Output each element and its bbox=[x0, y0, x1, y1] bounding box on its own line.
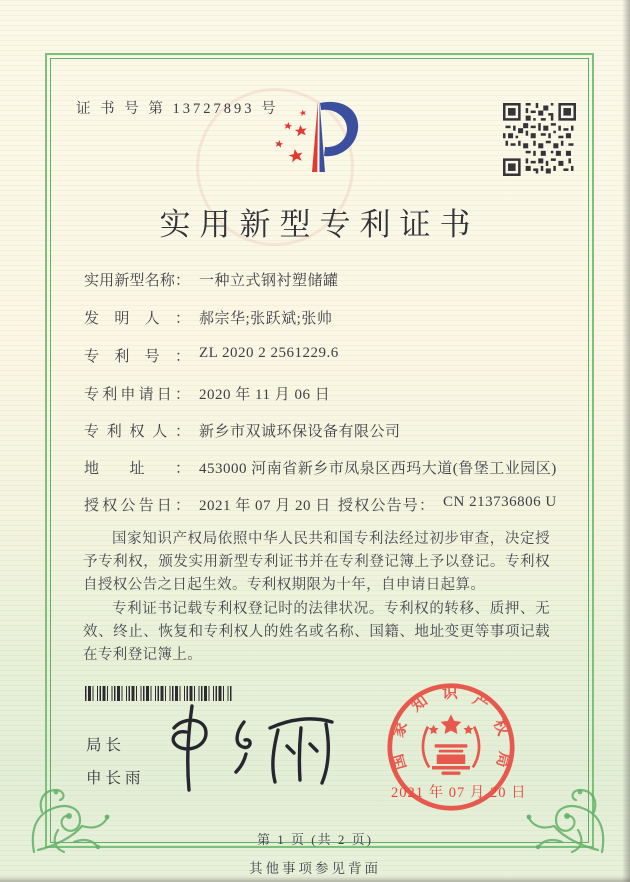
field-label: 实用新型名称： bbox=[84, 273, 190, 289]
body-paragraph-2: 专利证书记载专利权登记时的法律状况。专利权的转移、质押、无效、终止、恢复和专利权人的姓名或名称、国籍、地址变更等事项记载在专利登记簿上。 bbox=[83, 600, 550, 663]
scan-shadow-right bbox=[622, 0, 630, 882]
cnipa-patent-logo-icon bbox=[268, 98, 368, 178]
field-inventors bbox=[84, 307, 332, 328]
qr-code-icon bbox=[503, 103, 576, 176]
scan-shadow-bottom bbox=[0, 876, 630, 882]
field-label: 专利申请日： bbox=[84, 387, 190, 403]
field-filing-date bbox=[84, 383, 330, 404]
field-value: ZL 2020 2 2561229.6 bbox=[199, 345, 339, 361]
field-utility-model-name bbox=[84, 269, 339, 290]
director-title: 局长 bbox=[86, 737, 126, 754]
field-value: 郝宗华;张跃斌;张帅 bbox=[199, 311, 333, 327]
certificate-body-text bbox=[83, 528, 550, 667]
field-label: 授权公告日： bbox=[84, 498, 190, 514]
seal-ring-text: 国家知识产权局 bbox=[389, 684, 514, 772]
field-label: 地址： bbox=[84, 461, 190, 477]
field-grant-number bbox=[338, 494, 557, 515]
field-value: CN 213736806 U bbox=[443, 494, 557, 510]
field-value: 2021 年 07 月 20 日 bbox=[199, 498, 331, 514]
field-grant-date bbox=[84, 494, 557, 515]
page-number: 第 1 页 (共 2 页) bbox=[257, 832, 373, 847]
field-label: 发明人： bbox=[84, 311, 190, 327]
certificate-number: 证 书 号 第 13727893 号 bbox=[76, 101, 279, 117]
field-value: 2020 年 11 月 06 日 bbox=[199, 387, 331, 403]
field-value: 一种立式钢衬塑储罐 bbox=[199, 273, 339, 289]
seal-date: 2021 年 07 月 20 日 bbox=[391, 785, 527, 801]
field-value: 新乡市双诚环保设备有限公司 bbox=[199, 424, 401, 440]
field-patent-number bbox=[84, 345, 339, 366]
director-signature-icon bbox=[158, 698, 343, 798]
field-label: 授权公告号： bbox=[338, 498, 434, 514]
back-side-note: 其他事项参见背面 bbox=[249, 861, 381, 876]
certificate-title: 实用新型专利证书 bbox=[159, 207, 480, 242]
director-block bbox=[86, 733, 145, 799]
director-name: 申长雨 bbox=[86, 770, 145, 787]
field-address bbox=[84, 457, 557, 478]
field-label: 专利权人： bbox=[84, 424, 190, 440]
body-paragraph-1: 国家知识产权局依照中华人民共和国专利法经过初步审查，决定授予专利权，颁发实用新型专利证书并在专利登记簿上予以登记。专利权自授权公告之日起生效。专利权期限为十年，自申请日起算。 bbox=[83, 531, 550, 594]
field-patentee bbox=[84, 420, 401, 441]
field-label: 专利号： bbox=[84, 349, 190, 365]
field-value: 453000 河南省新乡市凤泉区西玛大道(鲁堡工业园区) bbox=[199, 461, 557, 477]
